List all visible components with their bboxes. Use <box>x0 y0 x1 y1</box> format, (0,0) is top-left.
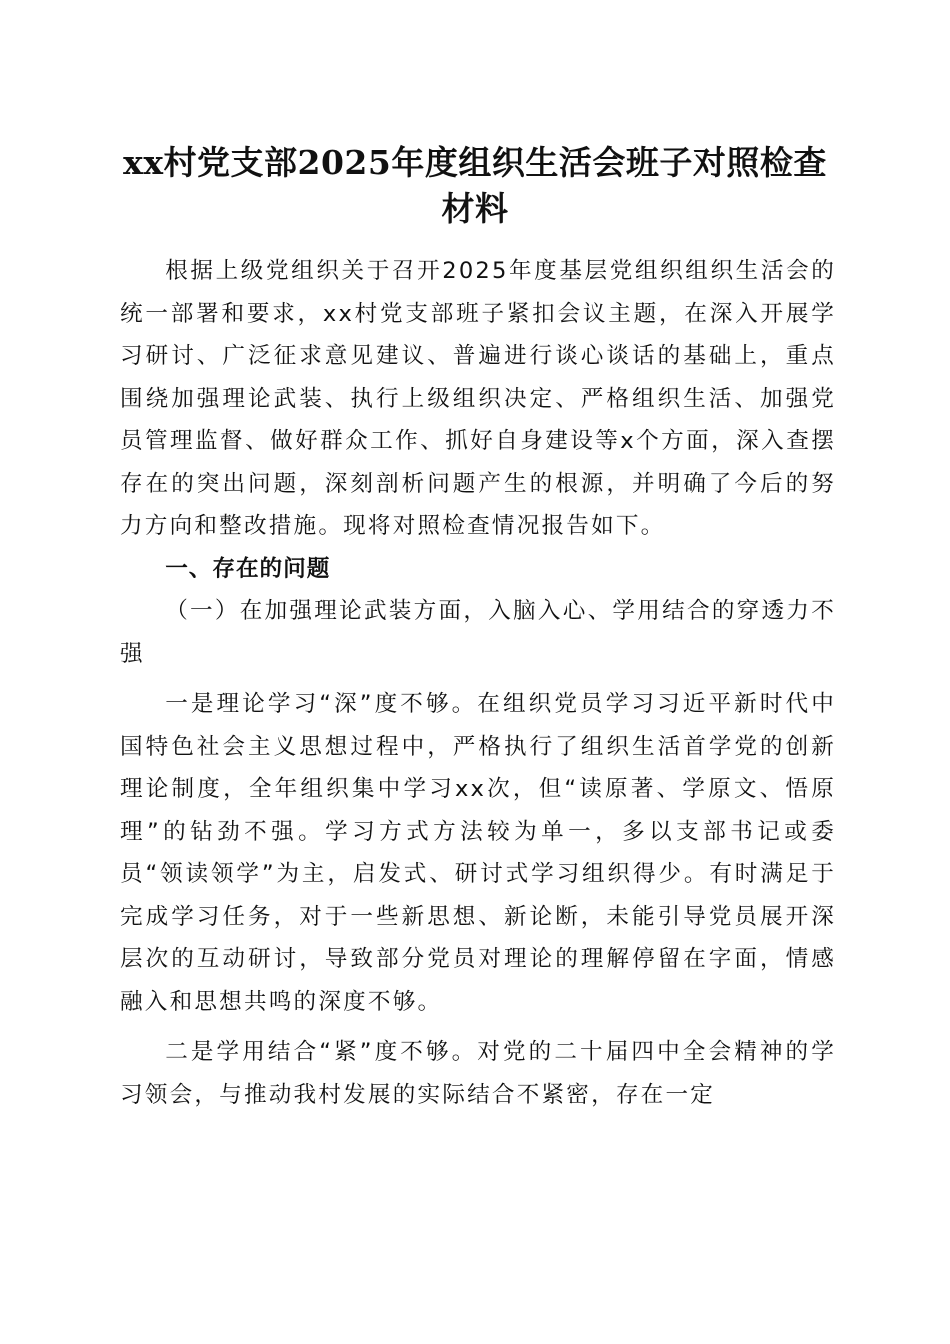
document-body <box>120 250 836 1116</box>
subsection-heading-theory: （一）在加强理论武装方面，入脑入心、学用结合的穿透力不强 <box>120 598 836 667</box>
document-title: xx村党支部2025年度组织生活会班子对照检查材料 <box>123 143 827 228</box>
point-one-paragraph: 一是理论学习“深”度不够。在组织党员学习习近平新时代中国特色社会主义思想过程中，严格执行了组织生活首学党的创新理论制度，全年组织集中学习xx次，但“读原著、学原文、悟原理”的钻劲不强。学习方式方法较为单一，多以支部书记或委员“领读领学”为主，启发式、研讨式学习组织得少。有时满足于完成学习任务，对于一些新思想、新论断，未能引导党员展开深层次的互动研讨，导致部分党员对理论的理解停留在字面，情感融入和思想共鸣的深度不够。 <box>120 691 836 1015</box>
section-heading-problems: 一、存在的问题 <box>165 555 331 582</box>
intro-paragraph: 根据上级党组织关于召开2025年度基层党组织组织生活会的统一部署和要求，xx村党支部班子紧扣会议主题，在深入开展学习研讨、广泛征求意见建议、普遍进行谈心谈话的基础上，重点围绕加强理论武装、执行上级组织决定、严格组织生活、加强党员管理监督、做好群众工作、抓好自身建设等x个方面，深入查摆存在的突出问题，深刻剖析问题产生的根源，并明确了今后的努力方向和整改措施。现将对照检查情况报告如下。 <box>120 258 836 539</box>
point-two-paragraph: 二是学用结合“紧”度不够。对党的二十届四中全会精神的学习领会，与推动我村发展的实际结合不紧密，存在一定 <box>120 1039 836 1108</box>
